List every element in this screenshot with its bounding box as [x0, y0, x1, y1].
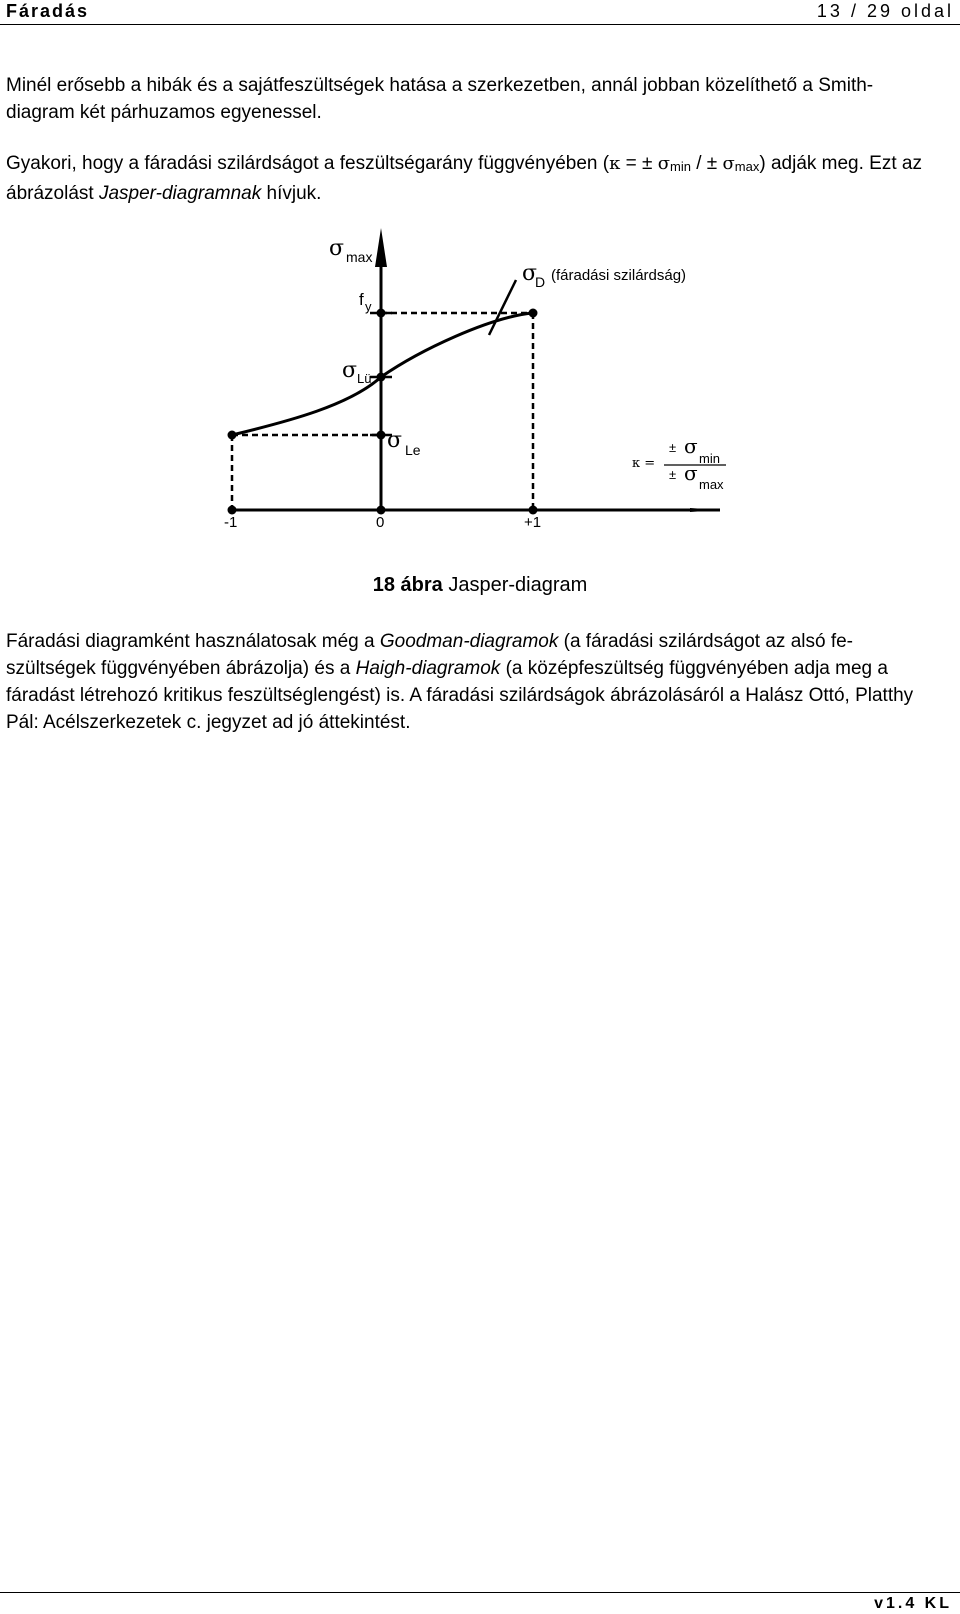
sigma-symbol: σ: [657, 153, 670, 174]
document-title: Fáradás: [6, 1, 90, 21]
fy-subscript: y: [365, 299, 372, 314]
subscript: min: [670, 159, 691, 174]
sigma-le-subscript: Le: [405, 442, 421, 458]
paragraph-jasper-intro: [6, 150, 936, 207]
italic-term: Jasper-diagramnak: [98, 183, 262, 204]
italic-term: Goodman-diagramok: [379, 631, 559, 652]
figure-number: 18 ábra: [372, 574, 443, 596]
jasper-diagram: [0, 225, 960, 555]
text-span: (a középfeszültség függvényében adja meg a fáradást létrehozó kritikus feszültséglengést) is. A fáradási szilárdságok ábrázolásáról a Halász Ottó, Platthy Pál: Acélszerkezetek c. jegyzet ad jó áttekintést.: [6, 658, 914, 733]
y-axis-label: σ: [329, 236, 345, 261]
figure-caption: [0, 572, 960, 598]
text-span: hívjuk.: [261, 183, 322, 204]
figure-title: Jasper-diagram: [442, 574, 588, 596]
x-tick-0: 0: [376, 514, 385, 531]
sigma-le-label: σ: [387, 428, 403, 453]
page-footer: [0, 1592, 960, 1614]
page-number: 13 / 29 oldal: [816, 1, 954, 21]
point-sigma-le: [377, 431, 386, 440]
x-tick-minus1: -1: [224, 514, 238, 531]
kappa-numerator-pm: ±: [669, 440, 677, 455]
sigma-symbol: σ: [722, 153, 735, 174]
y-axis-subscript: max: [346, 249, 373, 265]
paragraph-other-diagrams: [6, 628, 936, 736]
kappa-denominator-sub: max: [699, 477, 724, 492]
sigma-lu-subscript: Lü: [357, 371, 372, 386]
y-axis-arrow: [375, 228, 387, 267]
text-span: / ±: [690, 153, 723, 174]
sigma-d-label: σ: [522, 261, 538, 286]
text-span: (a fáradási szilárdságot az alsó fe-szültségek függvényében ábrázolja) és a: [6, 631, 853, 679]
kappa-numerator-sigma: σ: [684, 434, 698, 458]
sigma-d-note: (fáradási szilárdság): [551, 267, 687, 284]
kappa-denominator-sigma: σ: [684, 461, 698, 485]
point-left-top: [228, 431, 237, 440]
version-label: v1.4 KL: [874, 1595, 952, 1612]
point-right-top: [529, 309, 538, 318]
point-fy: [377, 309, 386, 318]
subscript: max: [734, 159, 760, 174]
text-span: Gyakori, hogy a fáradási szilárdságot a feszültségarány függvényében (: [6, 153, 610, 174]
text-span: = ±: [620, 153, 658, 174]
text-span: Fáradási diagramként használatosak még a: [6, 631, 380, 652]
fy-label: f: [359, 290, 364, 309]
x-tick-plus1: +1: [524, 514, 542, 531]
sigma-d-leader: [489, 280, 516, 335]
italic-term: Haigh-diagramok: [355, 658, 501, 679]
kappa-symbol: κ: [609, 153, 621, 174]
page-header: [0, 0, 960, 25]
sigma-lu-label: σ: [342, 358, 358, 383]
kappa-label: κ =: [632, 456, 656, 471]
text-span: ) adják meg. Ezt az ábrázolást: [6, 153, 922, 204]
paragraph-smith: Minél erősebb a hibák és a sajátfeszültségek hatása a szerkezetben, annál jobban közelíthető a Smith-diagram két párhuzamos egyenessel.: [6, 75, 874, 123]
point-sigma-lu: [377, 373, 386, 382]
sigma-d-subscript: D: [535, 274, 546, 290]
kappa-denominator-pm: ±: [669, 467, 677, 482]
kappa-numerator-sub: min: [699, 451, 720, 466]
